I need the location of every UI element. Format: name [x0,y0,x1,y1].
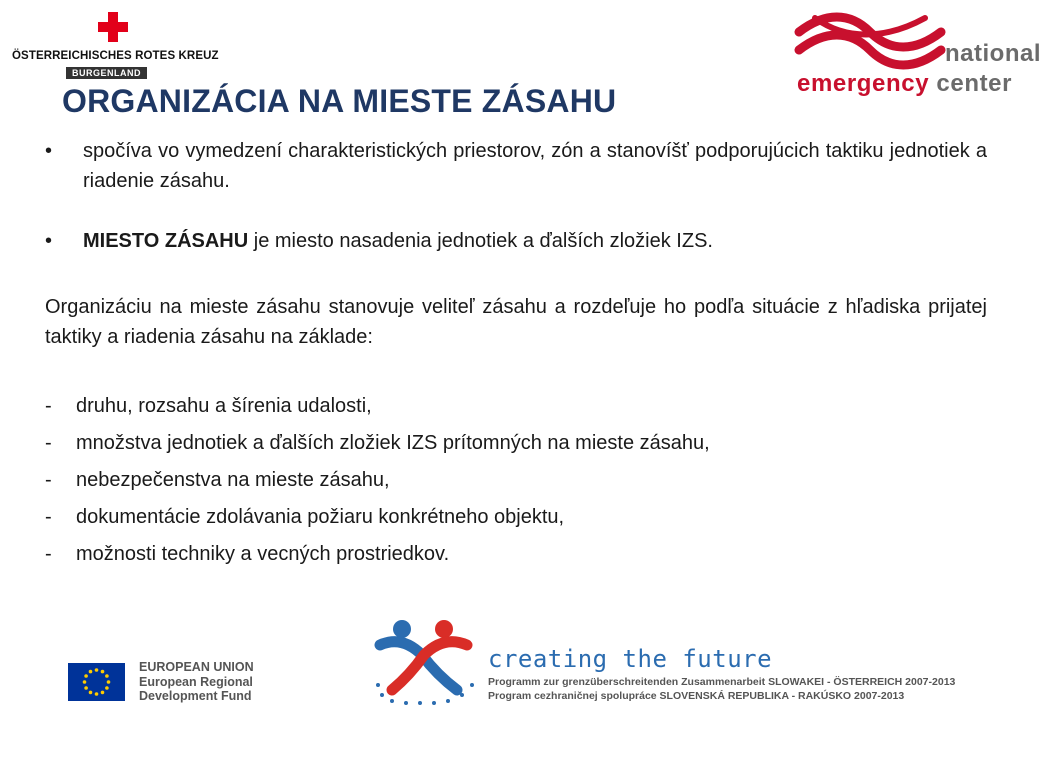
bullet-item [45,136,987,196]
dash-text: množstva jednotiek a ďalších zložiek IZS prítomných na mieste zásahu, [76,432,710,454]
dash-text: druhu, rozsahu a šírenia udalosti, [76,395,372,417]
bullet-item [45,226,987,256]
dash-item [45,465,987,495]
slide-title: ORGANIZÁCIA NA MIESTE ZÁSAHU [62,83,617,119]
dash-item [45,539,987,569]
red-cross-icon [98,12,128,42]
national-emergency-center-logo [795,10,1041,100]
dash-marker: - [45,506,52,528]
bullet-bold-text: MIESTO ZÁSAHU [83,230,249,252]
red-cross-name: ÖSTERREICHISCHES ROTES KREUZ [12,50,219,62]
red-cross-logo [10,12,219,82]
eu-fund-text [139,660,254,704]
eu-line-2: European Regional [139,674,253,689]
nec-national-text: national [945,40,1041,67]
bullet-text: je miesto nasadenia jednotiek a ďalších zložiek IZS. [248,230,713,252]
dash-item [45,502,987,532]
program-sk-text: Program cezhraničnej spolupráce SLOVENSKÁ REPUBLIKA - RAKÚSKO 2007-2013 [488,690,905,702]
dash-item [45,391,987,421]
dash-marker: - [45,432,52,454]
dash-marker: - [45,469,52,491]
bullet-marker: • [45,230,53,252]
eu-line-3: Development Fund [139,689,252,703]
nec-center-text: center [936,70,1013,97]
creating-the-future-figures-icon [372,615,484,705]
eu-flag-icon [68,663,125,701]
creating-the-future-title: creating the future [488,645,773,673]
red-cross-region: BURGENLAND [66,67,147,79]
eu-line-1: EUROPEAN UNION [139,660,254,674]
dash-marker: - [45,395,52,417]
nec-emergency-line [797,70,1012,98]
bullet-marker: • [45,140,53,162]
program-de-text: Programm zur grenzüberschreitenden Zusammenarbeit SLOWAKEI - ÖSTERREICH 2007-2013 [488,676,956,688]
dash-text: možnosti techniky a vecných prostriedkov. [76,543,450,565]
dash-text: dokumentácie zdolávania požiaru konkrétneho objektu, [76,506,565,528]
dash-marker: - [45,543,52,565]
dash-item [45,428,987,458]
nec-waves-icon [795,10,945,68]
dash-text: nebezpečenstva na mieste zásahu, [76,469,390,491]
bullet-text: spočíva vo vymedzení charakteristických priestorov, zón a stanovíšť podporujúcich taktiku jednotiek a riadenie zásahu. [83,140,987,192]
nec-emergency-text: emergency [797,70,930,97]
slide-body [45,136,987,576]
paragraph: Organizáciu na mieste zásahu stanovuje veliteľ zásahu a rozdeľuje ho podľa situácie z hľadiska prijatej taktiky a riadenia zásahu na základe: [45,296,987,348]
